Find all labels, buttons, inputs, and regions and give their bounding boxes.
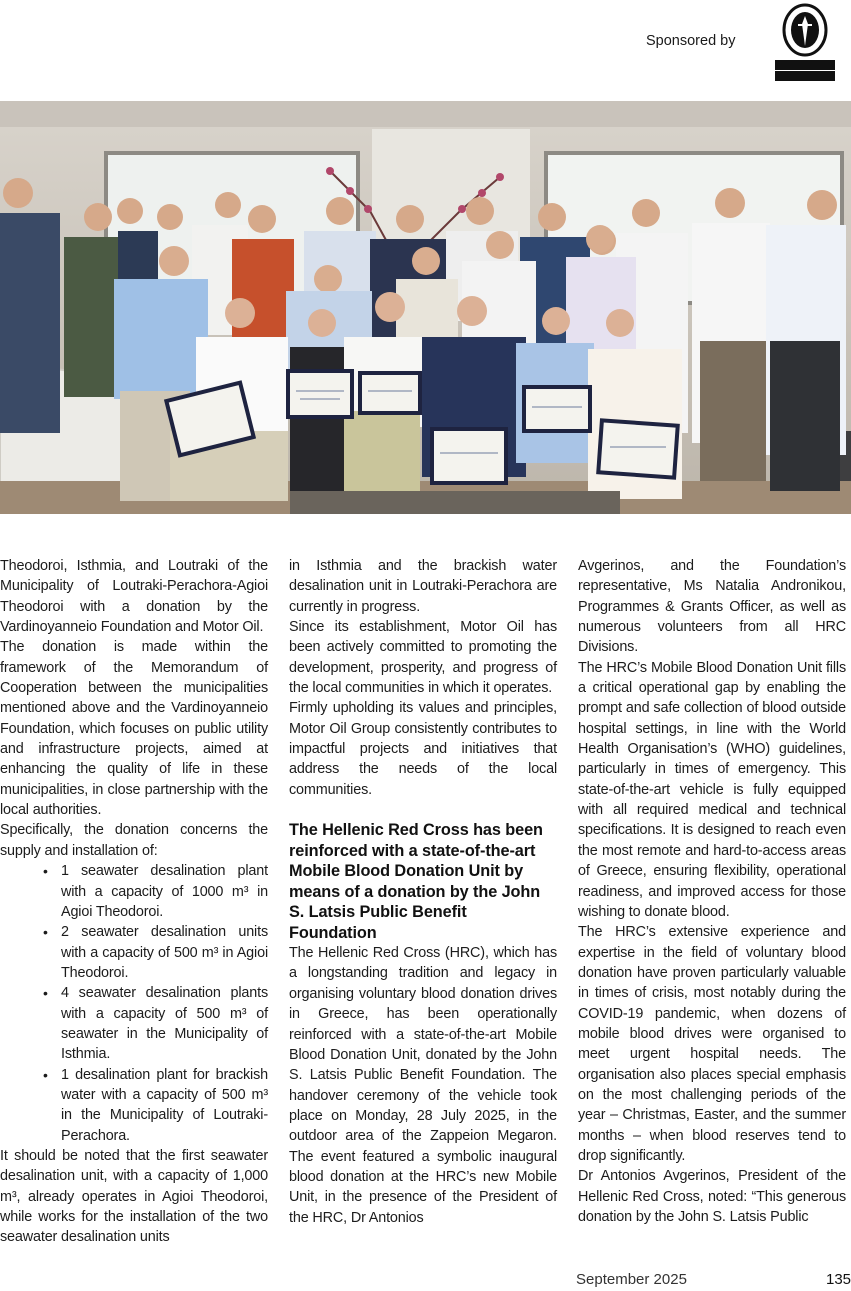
paragraph: The HRC’s Mobile Blood Donation Unit fills a critical operational gap by enabling the prompt and safe collection of blood outside hospital settings, in line with the World Health Organisation’s (WHO) guidelines, particularly in times of emergency. This state-of-the-art vehicle is fully equipped with all required medical and technical specifications. It is designed to reach even the most remote and hard-to-access areas of Greece, ensuring flexibility, operational readiness, and improved access for those wishing to donate blood. — [578, 659, 846, 920]
sponsored-by-label: Sponsored by — [646, 33, 736, 49]
paragraph: The donation is made within the framework of the Memorandum of Cooperation between the municipalities mentioned above and the Vardinoyanneio Foundation, which focuses on public utility and infrastructure projects, aimed at enhancing the quality of life in these municipalities, in close partnership with the local authorities. — [0, 639, 268, 819]
column-1 — [0, 556, 268, 1248]
paragraph: Firmly upholding its values and principles, Motor Oil Group consistently contributes to impactful projects and initiatives that address the needs of the local communities. — [289, 700, 557, 798]
paragraph: Theodoroi, Isthmia, and Loutraki of the Municipality of Loutraki-Perachora-Agioi Theodoroi with a donation by the Vardinoyanneio Foundation and Motor Oil. — [0, 558, 268, 636]
paragraph: The HRC’s extensive experience and expertise in the field of voluntary blood donation have proven particularly valuable in times of crisis, most notably during the COVID-19 pandemic, when dozens of mobile blood drives were organised to meet urgent hospital needs. The organisation also places special emphasis on the most challenging periods of the year – Christmas, Easter, and the summer months – when blood reserves tend to drop significantly. — [578, 924, 846, 1164]
paragraph: Dr Antonios Avgerinos, President of the Hellenic Red Cross, noted: “This generous donation by the John S. Latsis Public — [578, 1168, 846, 1225]
paragraph: It should be noted that the first seawater desalination unit, with a capacity of 1,000 m³, already operates in Agioi Theodoroi, while works for the installation of the two seawater desalination units — [0, 1147, 268, 1246]
paragraph: in Isthmia and the brackish water desalination unit in Loutraki-Perachora are currently in progress. — [289, 558, 557, 615]
page-number: 135 — [826, 1271, 851, 1288]
desalination-list — [0, 861, 268, 1146]
paragraph: The Hellenic Red Cross (HRC), which has a longstanding tradition and legacy in organising voluntary blood donation drives in Greece, has been operationally reinforced with a state-of-the-art Mobile Blood Donation Unit, donated by the John S. Latsis Public Benefit Foundation. The handover ceremony of the vehicle took place on Monday, 28 July 2025, in the outdoor area of the Zappeion Megaron. The event featured a symbolic inaugural blood donation at the HRC’s new Mobile Unit, in the presence of the President of the HRC, Dr Antonios — [289, 945, 557, 1226]
paragraph: Avgerinos, and the Foundation’s representative, Ms Natalia Andronikou, Programmes & Grants Officer, as well as numerous volunteers from all HRC Divisions. — [578, 558, 846, 656]
list-item: • 2 seawater desalination units with a capacity of 500 m³ in Agioi Theodoroi. — [61, 922, 268, 983]
column-3 — [578, 556, 846, 1227]
list-item: • 1 desalination plant for brackish water with a capacity of 500 m³ in the Municipality of Loutraki-Perachora. — [61, 1065, 268, 1146]
article-heading: The Hellenic Red Cross has been reinforced with a state-of-the-art Mobile Blood Donation Unit by means of a donation by the John S. Latsis Public Benefit Foundation — [289, 821, 543, 942]
issue-date: September 2025 — [576, 1271, 687, 1288]
column-2 — [289, 556, 557, 1228]
group-photo — [0, 101, 851, 514]
bureau-veritas-logo — [772, 2, 838, 82]
paragraph: Specifically, the donation concerns the supply and installation of: — [0, 822, 268, 859]
list-item: • 4 seawater desalination plants with a capacity of 500 m³ of seawater in the Municipality of Isthmia. — [61, 983, 268, 1064]
paragraph: Since its establishment, Motor Oil has been actively committed to promoting the development, prosperity, and progress of the local communities in which it operates. — [289, 619, 557, 697]
list-item: • 1 seawater desalination plant with a capacity of 1000 m³ in Agioi Theodoroi. — [61, 861, 268, 922]
